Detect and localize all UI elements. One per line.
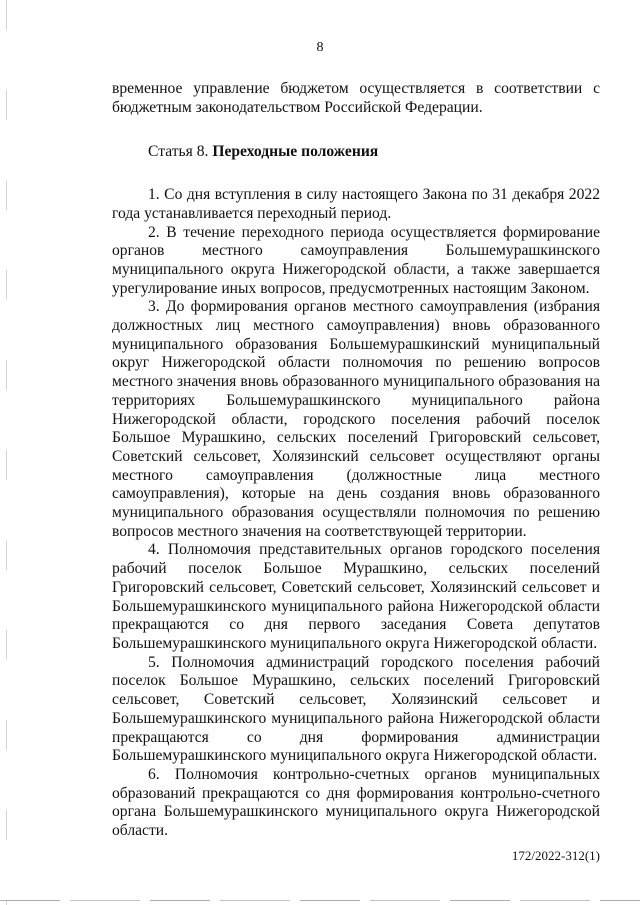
article-prefix: Статья 8.: [148, 143, 209, 161]
article-heading: [112, 143, 600, 162]
paragraph-1: 1. Со дня вступления в силу настоящего Закона по 31 декабря 2022 года устанавливается переходный период.: [112, 186, 600, 222]
article-title: Переходные положения: [212, 143, 379, 161]
intro-paragraph: временное управление бюджетом осуществляется в соответствии с бюджетным законодательством Российской Федерации.: [112, 80, 600, 116]
document-body: [112, 80, 600, 841]
document-code: 172/2022-312(1): [511, 848, 600, 863]
page-number: 8: [316, 40, 324, 55]
paragraph-3: 3. До формирования органов местного самоуправления (избрания должностных лиц местного самоуправления) вновь образованного муниципального образования Большемурашкинский муниципальный округ Нижегородской области полномочия по решению вопросов местного значения вновь образованного муниципального образования на территориях Большемурашкинского муниципального района Нижегородской области, городского поселения рабочий поселок Большое Мурашкино, сельских поселений Григоровский сельсовет, Советский сельсовет, Холязинский сельсовет осуществляют органы местного самоуправления (должностные лица местного самоуправления), которые на день создания вновь образованного муниципального образования осуществляли полномочия по решению вопросов местного значения на соответствующей территории.: [112, 298, 600, 540]
paragraph-5: 5. Полномочия администраций городского поселения рабочий поселок Большое Мурашкино, сельских поселений Григоровский сельсовет, Советский сельсовет, Холязинский сельсовет и Большемурашкинского муниципального района Нижегородской области прекращаются со дня формирования администрации Большемурашкинского муниципального округа Нижегородской области.: [112, 653, 600, 765]
paragraph-2: 2. В течение переходного периода осуществляется формирование органов местного самоуправления Большемурашкинского муниципального округа Нижегородской области, а также завершается урегулирование иных вопросов, предусмотренных настоящим Законом.: [112, 223, 600, 297]
scan-edge-bottom: [0, 900, 640, 901]
paragraph-4: 4. Полномочия представительных органов городского поселения рабочий поселок Большое Мурашкино, сельских поселений Григоровский сельсовет, Советский сельсовет, Холязинский сельсовет и Большемурашкинского муниципального района Нижегородской области прекращаются со дня первого заседания Совета депутатов Большемурашкинского муниципального округа Нижегородской области.: [112, 541, 600, 652]
paragraph-6: 6. Полномочия контрольно-счетных органов муниципальных образований прекращаются со дня формирования контрольно-счетного органа Большемурашкинского муниципального округа Нижегородской области.: [112, 765, 600, 840]
scan-edge-left: [6, 0, 7, 905]
